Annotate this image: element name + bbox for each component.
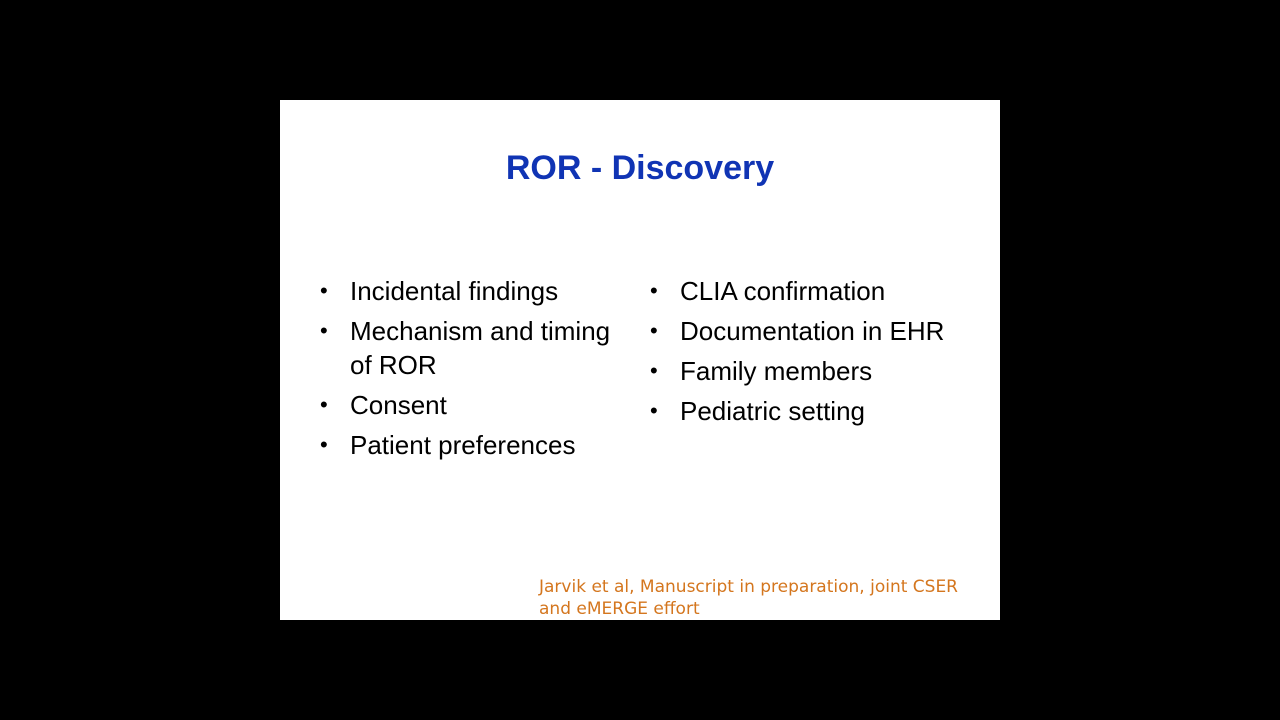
bullet-icon: •: [320, 432, 328, 457]
list-item-text: Patient preferences: [350, 430, 576, 460]
bullet-icon: •: [650, 318, 658, 343]
bullet-list-right: [650, 274, 950, 434]
bullet-icon: •: [320, 392, 328, 417]
list-item-text: Documentation in EHR: [680, 316, 945, 346]
bullet-icon: •: [650, 278, 658, 303]
list-item: [650, 314, 950, 348]
list-item-text: Pediatric setting: [680, 396, 865, 426]
list-item: [650, 394, 950, 428]
bullet-icon: •: [320, 318, 328, 343]
list-item-text: Consent: [350, 390, 447, 420]
bullet-icon: •: [650, 398, 658, 423]
list-item: [320, 314, 620, 382]
list-item: [320, 388, 620, 422]
slide-title: ROR - Discovery: [505, 149, 775, 187]
list-item: [320, 274, 620, 308]
list-item-text: Family members: [680, 356, 873, 386]
list-item-text: Mechanism and timing of ROR: [350, 316, 611, 380]
list-item: [320, 428, 620, 462]
list-item: [650, 274, 950, 308]
citation-text: Jarvik et al, Manuscript in preparation, joint CSER and eMERGE effort: [539, 577, 958, 619]
bullet-icon: •: [320, 278, 328, 303]
bullet-list-left: [320, 274, 620, 468]
bullet-icon: •: [650, 358, 658, 383]
list-item-text: Incidental findings: [350, 276, 559, 306]
list-item-text: CLIA confirmation: [680, 276, 886, 306]
slide: [280, 100, 1000, 620]
list-item: [650, 354, 950, 388]
